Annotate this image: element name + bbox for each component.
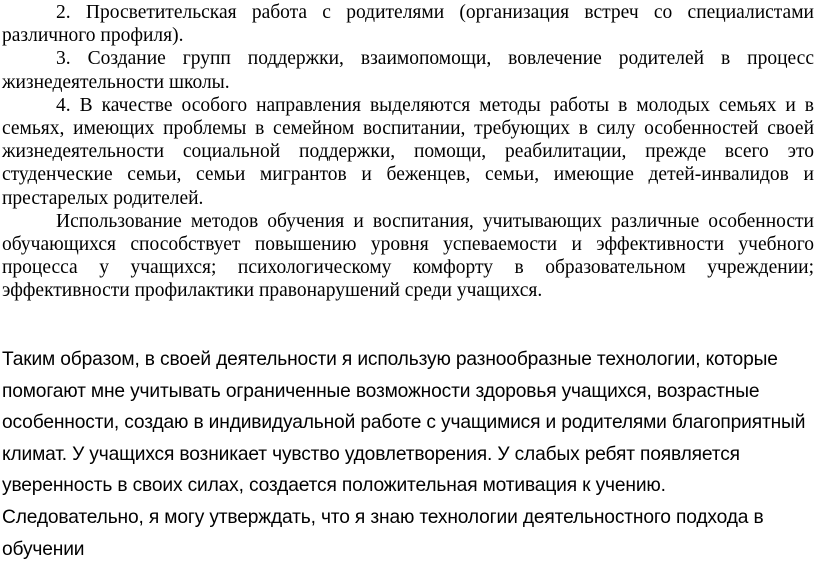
paragraph-parent-education: 2. Просветительская работа с родителями (организация встреч со специалистами различного профиля). — [2, 2, 814, 47]
paragraph-family-work-methods: 4. В качестве особого направления выделяются методы работы в молодых семьях и в семьях, имеющих проблемы в семейном воспитании, требующих в силу особенностей своей жизнедеятельности социальной поддержки, помощи, реабилитации, прежде всего это студенческие семьи, семьи мигрантов и беженцев, семьи, имеющие детей-инвалидов и престарелых родителей. — [2, 94, 814, 209]
document-body — [2, 1, 814, 303]
paragraph-support-groups: 3. Создание групп поддержки, взаимопомощи, вовлечение родителей в процесс жизнедеятельности школы. — [2, 48, 814, 93]
paragraph-conclusion: Таким образом, в своей деятельности я использую разнообразные технологии, которые помогают мне учитывать ограниченные возможности здоровья учащихся, возрастные особенности, создаю в индивидуальной работе с учащимися и родителями благоприятный климат. У учащихся возникает чувство удовлетворения. У слабых ребят появляется уверенность в своих силах, создается положительная мотивация к учению. Следовательно, я могу утверждать, что я знаю технологии деятельностного подхода в обучении — [2, 349, 806, 560]
paragraph-teaching-methods: Использование методов обучения и воспитания, учитывающих различные особенности обучающихся способствует повышению уровня успеваемости и эффективности учебного процесса у учащихся; психологическому комфорту в образовательном учреждении; эффективности профилактики правонарушений среди учащихся. — [2, 210, 814, 302]
conclusion-section — [2, 344, 812, 565]
